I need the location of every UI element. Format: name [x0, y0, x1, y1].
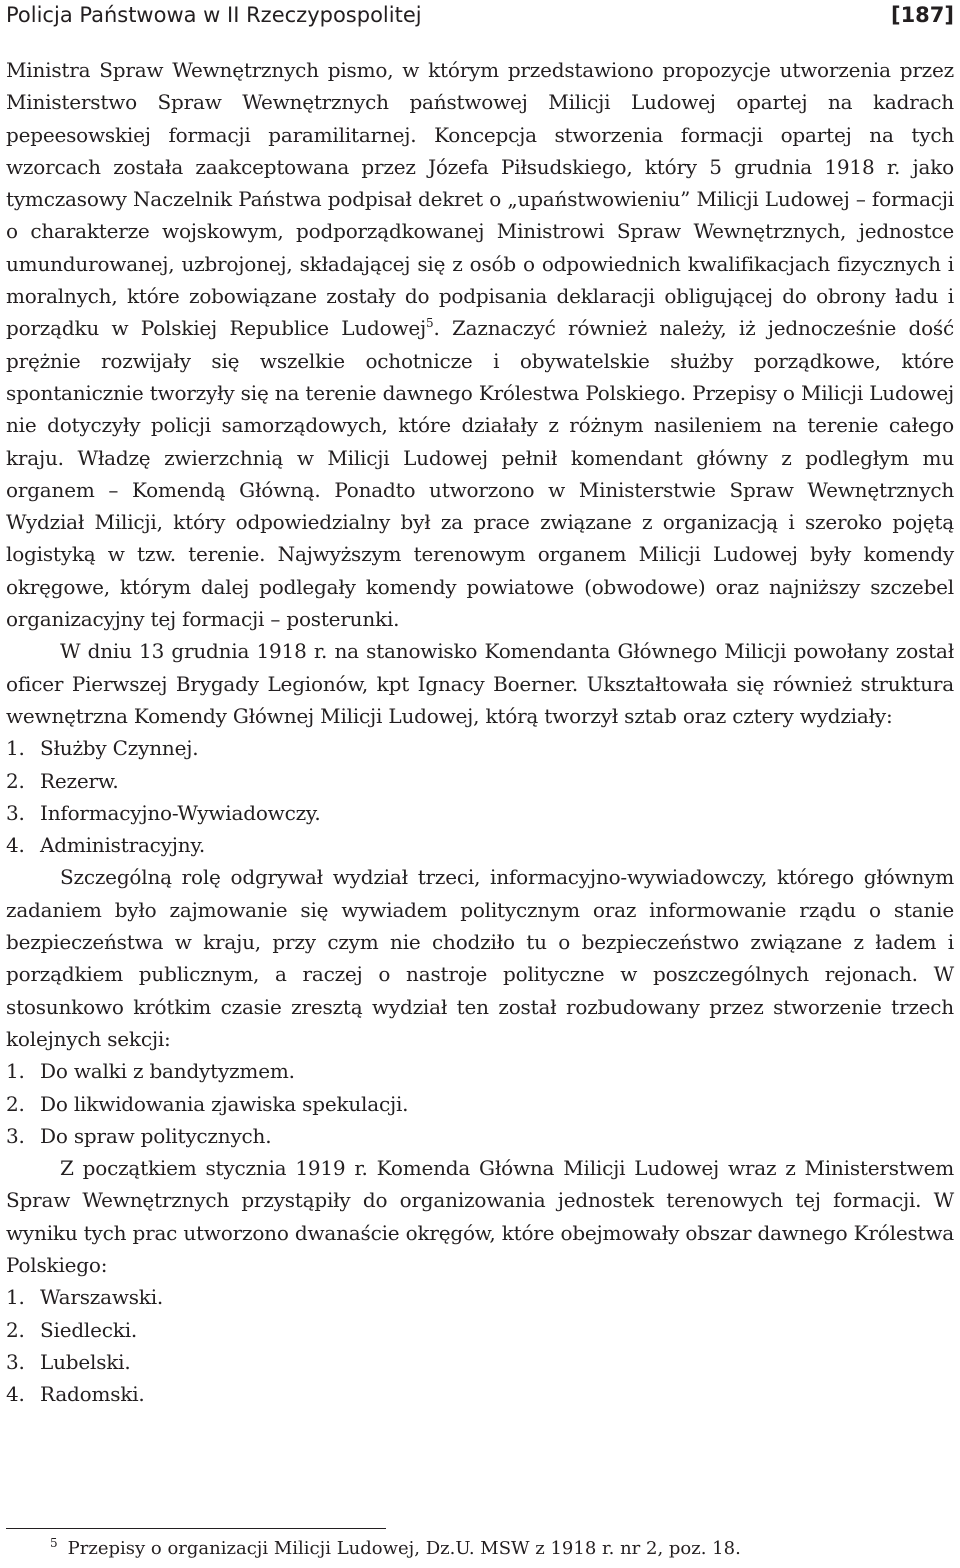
list-item-number: 1. [6, 736, 25, 761]
districts-list [6, 1281, 954, 1410]
list-item-number: 4. [6, 833, 25, 858]
list-item-number: 4. [6, 1382, 25, 1407]
list-item-text: Do spraw politycznych. [40, 1123, 272, 1148]
list-item-text: Warszawski. [40, 1285, 164, 1310]
sections-list [6, 1055, 954, 1152]
list-item [6, 1314, 954, 1346]
list-item-number: 1. [6, 1285, 25, 1310]
paragraph-1-part-b: . Zaznaczyć również należy, iż jednocześnie dość prężnie rozwijały się wszelkie ochotnicze i obywatelskie służby porządkowe, które spontanicznie tworzyły się na terenie dawnego Królestwa Polskiego. Przepisy o Milicji Ludowej nie dotyczyły policji samorządowych, które działały z różnym nasileniem na terenie całego kraju. Władzę zwierzchnią w Milicji Ludowej pełnił komendant główny z podległym mu organem – Komendą Główną. Ponadto utworzono w Ministerstwie Spraw Wewnętrznych Wydział Milicji, który odpowiedzialny był za prace związane z organizacją i szeroko pojętą logistyką w tzw. terenie. Najwyższym terenowym organem Milicji Ludowej były komendy okręgowe, którym dalej podlegały komendy powiatowe (obwodowe) oraz najniższy szczebel organizacyjny tej formacji – posterunki. [6, 316, 954, 632]
paragraph-1-part-a: Ministra Spraw Wewnętrznych pismo, w którym przedstawiono propozycje utworzenia przez Ministerstwo Spraw Wewnętrznych państwowej Milicji Ludowej opartej na kadrach pepeesowskiej formacji paramilitarnej. Koncepcja stworzenia formacji opartej na tych wzorcach została zaakceptowana przez Józefa Piłsudskiego, który 5 grudnia 1918 r. jako tymczasowy Naczelnik Państwa podpisał dekret o „upaństwowieniu” Milicji Ludowej – formacji o charakterze wojskowym, podporządkowanej Ministrowi Spraw Wewnętrznych, jednostce umundurowanej, uzbrojonej, składającej się z osób o odpowiednich kwalifikacjach fizycznych i moralnych, które zobowiązane zostały do podpisania deklaracji obligującej do obrony ładu i porządku w Polskiej Republice Ludowej [6, 58, 954, 341]
list-item [6, 1055, 954, 1087]
list-item-text: Informacyjno-Wywiadowczy. [40, 800, 321, 825]
paragraph-4: Z początkiem stycznia 1919 r. Komenda Główna Milicji Ludowej wraz z Ministerstwem Spraw Wewnętrznych przystąpiły do organizowania jednostek terenowych tej formacji. W wyniku tych prac utworzono dwanaście okręgów, które obejmowały obszar dawnego Królestwa Polskiego: [6, 1156, 954, 1277]
list-item-text: Lubelski. [40, 1349, 131, 1374]
list-item [6, 829, 954, 861]
list-item-text: Administracyjny. [40, 833, 206, 858]
paragraph-3: Szczególną rolę odgrywał wydział trzeci, informacyjno-wywiadowczy, którego głównym zadaniem było zajmowanie się wywiadem politycznym oraz informowanie rządu o stanie bezpieczeństwa w kraju, przy czym nie chodziło tu o bezpieczeństwo związane z ładem i porządkiem publicznym, a raczej o nastroje polityczne w poszczególnych rejonach. W stosunkowo krótkim czasie zresztą wydział ten został rozbudowany przez stworzenie trzech kolejnych sekcji: [6, 865, 954, 1051]
list-item-text: Siedlecki. [40, 1317, 138, 1342]
list-item-number: 3. [6, 800, 25, 825]
footnote-separator [6, 1528, 386, 1529]
paragraph-1 [6, 54, 954, 635]
running-header [6, 0, 954, 30]
paragraph-2: W dniu 13 grudnia 1918 r. na stanowisko Komendanta Głównego Milicji powołany został oficer Pierwszej Brygady Legionów, kpt Ignacy Boerner. Ukształtowała się również struktura wewnętrzna Komendy Głównej Milicji Ludowej, którą tworzył sztab oraz cztery wydziały: [6, 639, 954, 728]
footnote-number: 5 [50, 1536, 58, 1550]
list-item-text: Do likwidowania zjawiska spekulacji. [40, 1091, 409, 1116]
list-item [6, 765, 954, 797]
list-item-number: 2. [6, 1091, 25, 1116]
body-text [6, 54, 954, 1410]
list-item [6, 797, 954, 829]
list-item-number: 1. [6, 1059, 25, 1084]
footnote-reference[interactable]: 5 [426, 316, 434, 331]
list-item-text: Do walki z bandytyzmem. [40, 1059, 295, 1084]
list-item-text: Służby Czynnej. [40, 736, 199, 761]
list-item-number: 3. [6, 1123, 25, 1148]
departments-list [6, 732, 954, 861]
list-item-number: 2. [6, 1317, 25, 1342]
list-item [6, 1378, 954, 1410]
list-item-number: 3. [6, 1349, 25, 1374]
list-item [6, 1088, 954, 1120]
list-item [6, 1120, 954, 1152]
list-item-text: Rezerw. [40, 768, 119, 793]
list-item [6, 1281, 954, 1313]
footnote-text: Przepisy o organizacji Milicji Ludowej, Dz.U. MSW z 1918 r. nr 2, poz. 18. [67, 1538, 741, 1559]
list-item [6, 732, 954, 764]
footnote [50, 1536, 950, 1562]
list-item [6, 1346, 954, 1378]
running-title: Policja Państwowa w II Rzeczypospolitej [6, 3, 422, 27]
list-item-number: 2. [6, 768, 25, 793]
list-item-text: Radomski. [40, 1382, 145, 1407]
page-number: [187] [890, 3, 954, 27]
